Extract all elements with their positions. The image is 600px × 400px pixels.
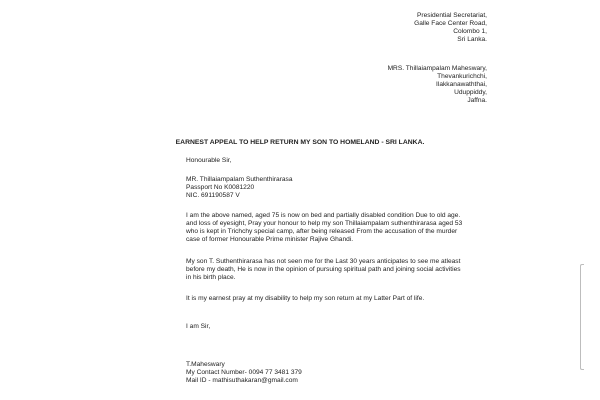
subject-name: MR. Thillaiampalam Suthenthirarasa	[186, 176, 293, 183]
sender-address-line: Thevankurichchi,	[437, 73, 487, 80]
sender-address-line: Uduppiddy,	[454, 89, 487, 96]
recipient-address-line: Galle Face Center Road,	[414, 20, 487, 27]
subject-details	[186, 176, 293, 200]
recipient-address	[414, 12, 487, 44]
signature-contact: My Contact Number- 0094 77 3481 379	[186, 369, 302, 376]
salutation-block	[186, 157, 231, 165]
sender-address-line: MRS. Thillaiampalam Maheswary,	[387, 65, 487, 72]
paragraph-line: I am the above named, aged 75 is now on bed and partially disabled condition Due to old age.	[186, 212, 461, 219]
sender-address	[388, 65, 487, 105]
paragraph-1	[186, 212, 462, 244]
paragraph-line: before my death, He is now in the opinion of pursuing spiritual path and joining social activities	[186, 266, 461, 273]
paragraph-3	[186, 295, 424, 303]
paragraph-line: case of former Honourable Prime minister Rajive Ghandi.	[186, 236, 354, 243]
subject-passport: Passport No K0081220	[186, 184, 255, 191]
salutation: Honourable Sir,	[186, 157, 232, 164]
signature-block	[186, 361, 302, 385]
recipient-address-line: Presidential Secretariat,	[416, 12, 487, 19]
page-edge-marker	[580, 264, 584, 370]
paragraph-line: who is kept in Trichchy special camp, after being released From the accusation of the murder	[186, 228, 458, 235]
signature-name: T.Maheswary	[186, 361, 225, 368]
recipient-address-line: Colombo 1,	[453, 28, 487, 35]
paragraph-2	[186, 258, 461, 282]
signature-mail: Mail ID - mathisuthakaran@gmail.com	[186, 377, 298, 384]
closing: I am Sir,	[186, 323, 211, 330]
paragraph-line: My son T. Suthenthirarasa has not seen me for the Last 30 years anticipates to see me atleast	[186, 258, 461, 265]
subject-nic: NIC. 691190587 V	[186, 192, 240, 199]
closing-block	[186, 323, 210, 331]
paragraph-line: in his birth place.	[186, 274, 236, 281]
paragraph-line: and loss of eyesight, Pray your honour to help my son Thillaiampalam suthenthirarasa aged 53	[186, 220, 463, 227]
sender-address-line: Jaffna.	[467, 97, 487, 104]
paragraph-line: It is my earnest pray at my disability to help my son return at my Latter Part of life.	[186, 295, 425, 302]
recipient-address-line: Sri Lanka.	[457, 36, 487, 43]
sender-address-line: Ilakkanawaththai,	[436, 81, 487, 88]
letter-title: EARNEST APPEAL TO HELP RETURN MY SON TO HOMELAND - SRI LANKA.	[175, 139, 425, 146]
